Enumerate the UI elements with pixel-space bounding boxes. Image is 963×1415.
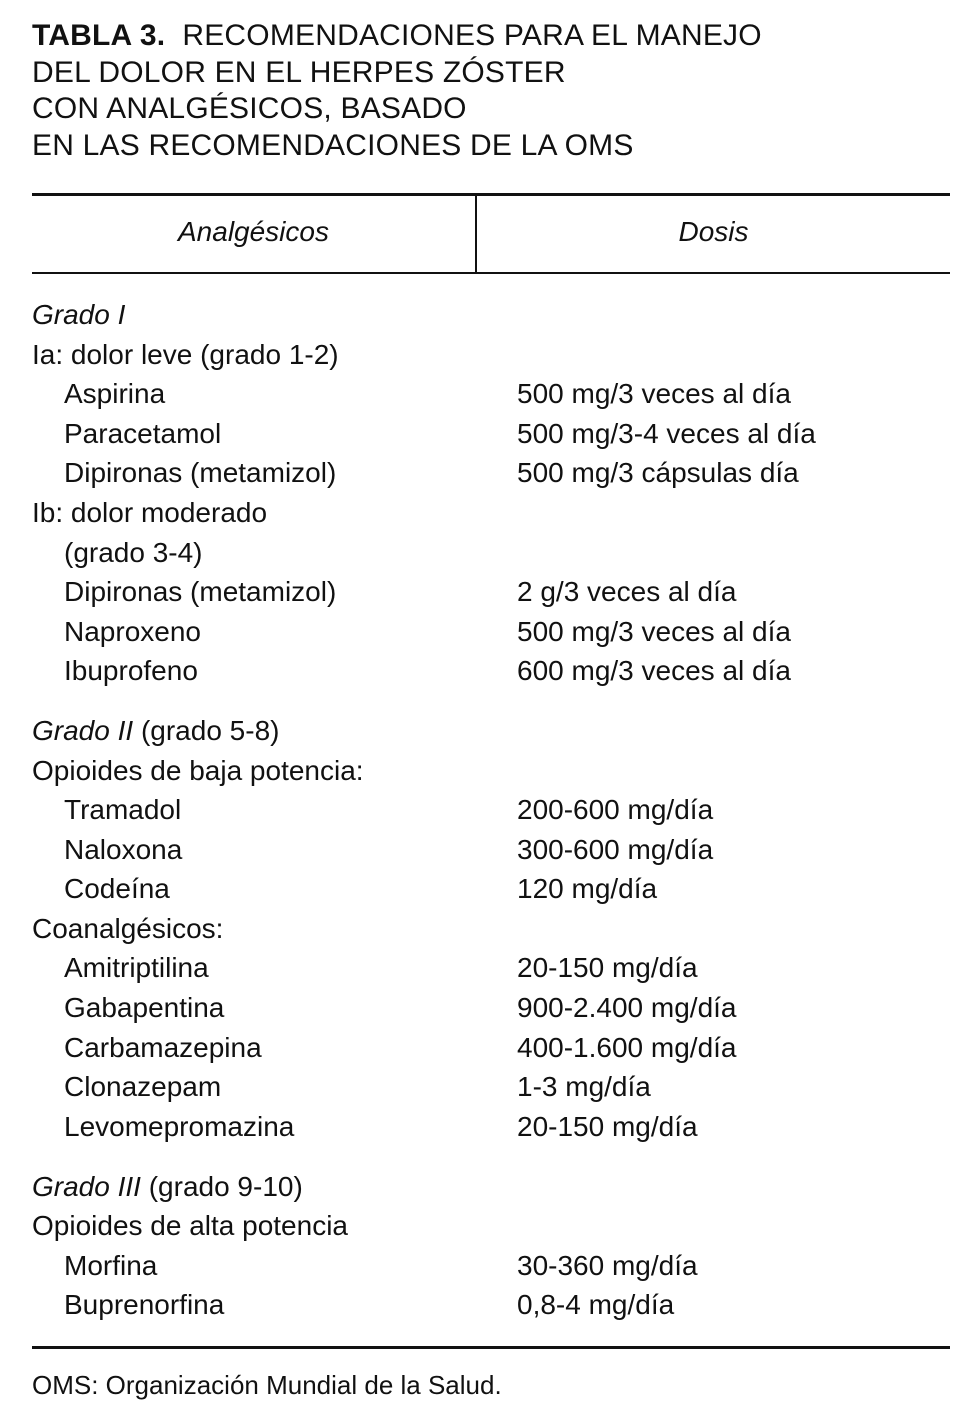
table-row: Naproxeno 500 mg/3 veces al día — [64, 616, 791, 647]
table-row: Levomepromazina 20-150 mg/día — [64, 1111, 698, 1142]
grado-1b-range: (grado 3-4) — [64, 537, 203, 568]
table-row: Codeína 120 mg/día — [64, 873, 658, 904]
table-row: Gabapentina 900-2.400 mg/día — [64, 992, 737, 1023]
table-row: Morfina 30-360 mg/día — [64, 1250, 698, 1281]
header-dosis: Dosis — [678, 216, 749, 247]
table-row: Dipironas (metamizol) 2 g/3 veces al día — [64, 576, 737, 607]
table-row: Amitriptilina 20-150 mg/día — [64, 952, 698, 983]
title-line-2: DEL DOLOR EN EL HERPES ZÓSTER — [32, 55, 566, 89]
bottom-rule — [32, 1346, 950, 1349]
title-line-4: EN LAS RECOMENDACIONES DE LA OMS — [32, 128, 634, 162]
header-analgesicos: Analgésicos — [178, 216, 329, 247]
table-row: Carbamazepina 400-1.600 mg/día — [64, 1032, 737, 1063]
table-row: Clonazepam 1-3 mg/día — [64, 1071, 651, 1102]
table-title — [32, 18, 932, 164]
title-line-3: CON ANALGÉSICOS, BASADO — [32, 92, 467, 125]
top-rule — [32, 193, 950, 196]
grado-3-heading: Grado III (grado 9-10) — [32, 1171, 303, 1202]
table-row: Ibuprofeno 600 mg/3 veces al día — [64, 655, 791, 686]
grado-2-opioid-label: Opioides de baja potencia: — [32, 755, 364, 786]
table-row: Buprenorfina 0,8-4 mg/día — [64, 1289, 675, 1320]
footnote: OMS: Organización Mundial de la Salud. — [32, 1370, 502, 1400]
table-row: Paracetamol 500 mg/3-4 veces al día — [64, 418, 816, 449]
grado-2-heading: Grado II (grado 5-8) — [32, 715, 280, 746]
grado-2-coanalg-label: Coanalgésicos: — [32, 913, 224, 944]
table-row: Naloxona 300-600 mg/día — [64, 834, 714, 865]
table-number: TABLA 3. — [32, 19, 166, 52]
table-row: Dipironas (metamizol) 500 mg/3 cápsulas día — [64, 457, 799, 488]
title-line-1: TABLA 3. RECOMENDACIONES PARA EL MANEJO — [32, 19, 762, 52]
header-rule — [32, 272, 950, 274]
table-row: Aspirina 500 mg/3 veces al día — [64, 378, 791, 409]
grado-1b-label: Ib: dolor moderado — [32, 497, 268, 528]
grado-3-opioid-label: Opioides de alta potencia — [32, 1210, 348, 1241]
table-row: Tramadol 200-600 mg/día — [64, 794, 714, 825]
grado-1a-label: Ia: dolor leve (grado 1-2) — [32, 339, 339, 370]
grado-1-heading: Grado I — [32, 299, 126, 330]
